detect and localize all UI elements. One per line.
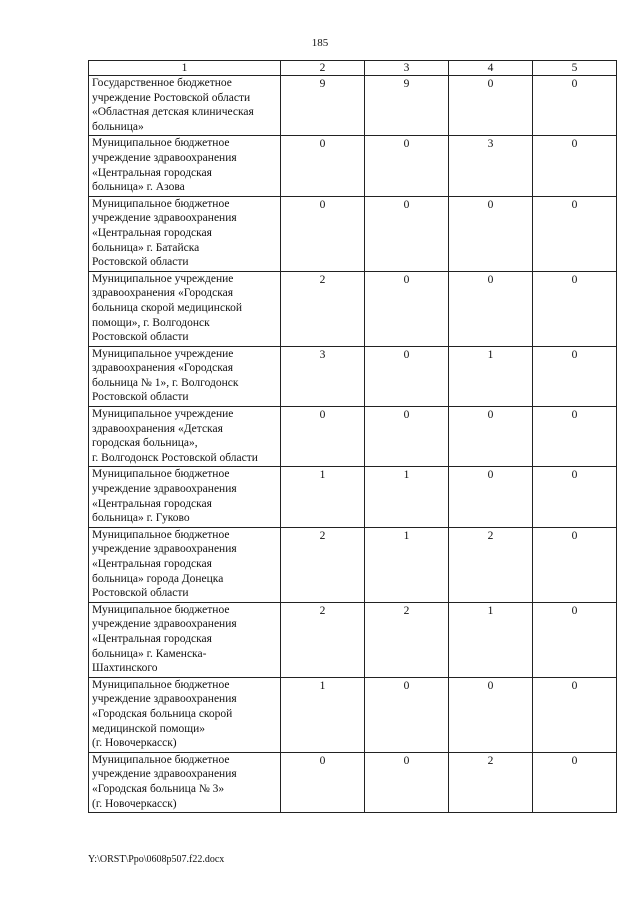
- institution-name-line: Муниципальное учреждение: [92, 408, 234, 421]
- institution-name-line: Ростовской области: [92, 391, 189, 404]
- institution-name-line: учреждение здравоохранения: [92, 693, 237, 706]
- institution-name-line: «Центральная городская: [92, 497, 212, 510]
- institution-name-line: медицинской помощи»: [92, 722, 206, 735]
- table-row: [89, 407, 617, 467]
- institution-name-line: Ростовской области: [92, 587, 189, 600]
- institution-name-line: «Городская больница № 3»: [92, 782, 225, 795]
- value-cell-col-4: 0: [449, 271, 533, 346]
- institution-name-line: Ростовской области: [92, 256, 189, 269]
- value-cell-col-2: 9: [281, 76, 365, 136]
- institution-name-line: больница» г. Батайска: [92, 241, 200, 254]
- institution-name-line: «Областная детская клиническая: [92, 106, 254, 119]
- value-cell-col-4: 2: [449, 752, 533, 812]
- value-cell-col-4: 3: [449, 136, 533, 196]
- institution-name-line: больница № 1», г. Волгодонск: [92, 376, 239, 389]
- table-row: [89, 196, 617, 271]
- institution-name-line: Муниципальное учреждение: [92, 272, 234, 285]
- value-cell-col-5: 0: [533, 527, 617, 602]
- value-cell-col-3: 0: [365, 196, 449, 271]
- page-number: 185: [311, 37, 329, 49]
- column-header-1: 1: [89, 61, 281, 76]
- institution-name-line: больница» города Донецка: [92, 572, 224, 585]
- table-row: [89, 136, 617, 196]
- value-cell-col-2: 0: [281, 752, 365, 812]
- institution-name-line: (г. Новочеркасск): [92, 797, 177, 810]
- institution-name-line: г. Волгодонск Ростовской области: [92, 451, 258, 464]
- table-header-row: [89, 61, 617, 76]
- value-cell-col-5: 0: [533, 407, 617, 467]
- institution-name-line: Муниципальное учреждение: [92, 347, 234, 360]
- value-cell-col-4: 0: [449, 76, 533, 136]
- institution-name-line: «Центральная городская: [92, 166, 212, 179]
- institution-name-line: больница скорой медицинской: [92, 301, 242, 314]
- value-cell-col-5: 0: [533, 271, 617, 346]
- column-header-5: 5: [533, 61, 617, 76]
- institution-name-cell: [89, 136, 281, 196]
- institution-name-line: здравоохранения «Городская: [92, 362, 234, 375]
- institution-name-line: «Городская больница скорой: [92, 707, 233, 720]
- institution-name-line: Муниципальное бюджетное: [92, 468, 230, 481]
- value-cell-col-2: 0: [281, 136, 365, 196]
- institution-name-line: помощи», г. Волгодонск: [92, 316, 210, 329]
- institution-name-cell: [89, 407, 281, 467]
- value-cell-col-4: 2: [449, 527, 533, 602]
- value-cell-col-4: 0: [449, 677, 533, 752]
- value-cell-col-3: 0: [365, 346, 449, 406]
- institution-name-cell: [89, 602, 281, 677]
- value-cell-col-3: 0: [365, 271, 449, 346]
- table-row: [89, 752, 617, 812]
- value-cell-col-2: 1: [281, 677, 365, 752]
- value-cell-col-5: 0: [533, 467, 617, 527]
- value-cell-col-4: 1: [449, 602, 533, 677]
- institution-name-line: Муниципальное бюджетное: [92, 528, 230, 541]
- institution-name-cell: [89, 76, 281, 136]
- institution-name-line: «Центральная городская: [92, 226, 212, 239]
- value-cell-col-4: 0: [449, 467, 533, 527]
- institution-name-line: Шахтинского: [92, 662, 158, 675]
- footer-file-path: Y:\ORST\Ppo\0608p507.f22.docx: [88, 854, 225, 865]
- institution-name-line: учреждение здравоохранения: [92, 483, 237, 496]
- table-row: [89, 467, 617, 527]
- value-cell-col-2: 2: [281, 602, 365, 677]
- institution-name-line: учреждение здравоохранения: [92, 618, 237, 631]
- institution-name-line: Муниципальное бюджетное: [92, 603, 230, 616]
- value-cell-col-3: 1: [365, 467, 449, 527]
- value-cell-col-2: 2: [281, 271, 365, 346]
- institution-name-line: больница» г. Каменска-: [92, 647, 207, 660]
- value-cell-col-4: 1: [449, 346, 533, 406]
- institution-name-cell: [89, 467, 281, 527]
- value-cell-col-4: 0: [449, 407, 533, 467]
- value-cell-col-5: 0: [533, 346, 617, 406]
- column-header-2: 2: [281, 61, 365, 76]
- value-cell-col-2: 1: [281, 467, 365, 527]
- value-cell-col-3: 9: [365, 76, 449, 136]
- institution-name-line: учреждение здравоохранения: [92, 768, 237, 781]
- value-cell-col-3: 0: [365, 752, 449, 812]
- institution-name-line: «Центральная городская: [92, 558, 212, 570]
- institution-name-line: «Центральная городская: [92, 632, 212, 645]
- table-row: [89, 271, 617, 346]
- institution-name-line: больница»: [92, 120, 144, 133]
- value-cell-col-3: 1: [365, 527, 449, 602]
- institution-name-line: Ростовской области: [92, 331, 189, 344]
- institution-name-line: здравоохранения «Детская: [92, 422, 223, 435]
- data-table: [88, 60, 617, 813]
- table-row: [89, 527, 617, 602]
- institution-name-line: Муниципальное бюджетное: [92, 678, 230, 691]
- value-cell-col-5: 0: [533, 136, 617, 196]
- table-body: [89, 61, 617, 813]
- institution-name-line: учреждение здравоохранения: [92, 212, 237, 225]
- institution-name-line: больница» г. Гуково: [92, 512, 190, 525]
- institution-name-line: Муниципальное бюджетное: [92, 137, 230, 150]
- value-cell-col-2: 0: [281, 196, 365, 271]
- institution-name-line: учреждение здравоохранения: [92, 151, 237, 164]
- value-cell-col-5: 0: [533, 196, 617, 271]
- institution-name-line: учреждение Ростовской области: [92, 91, 251, 104]
- institution-name-cell: [89, 271, 281, 346]
- value-cell-col-2: 3: [281, 346, 365, 406]
- value-cell-col-3: 2: [365, 602, 449, 677]
- institution-name-cell: [89, 677, 281, 752]
- institution-name-cell: [89, 196, 281, 271]
- table-row: [89, 346, 617, 406]
- value-cell-col-5: 0: [533, 602, 617, 677]
- institution-name-cell: [89, 752, 281, 812]
- institution-name-line: учреждение здравоохранения: [92, 543, 237, 556]
- value-cell-col-4: 0: [449, 196, 533, 271]
- table-row: [89, 602, 617, 677]
- institution-name-line: Муниципальное бюджетное: [92, 197, 230, 210]
- institution-name-line: городская больница»,: [92, 437, 198, 450]
- table-row: [89, 677, 617, 752]
- institution-name-cell: [89, 346, 281, 406]
- institution-name-line: Государственное бюджетное: [92, 77, 232, 89]
- value-cell-col-3: 0: [365, 677, 449, 752]
- institution-name-line: Муниципальное бюджетное: [92, 753, 230, 766]
- value-cell-col-5: 0: [533, 76, 617, 136]
- value-cell-col-2: 0: [281, 407, 365, 467]
- value-cell-col-3: 0: [365, 407, 449, 467]
- institution-name-line: (г. Новочеркасск): [92, 737, 177, 750]
- value-cell-col-5: 0: [533, 677, 617, 752]
- value-cell-col-2: 2: [281, 527, 365, 602]
- value-cell-col-5: 0: [533, 752, 617, 812]
- institution-name-line: больница» г. Азова: [92, 181, 185, 194]
- institution-name-cell: [89, 527, 281, 602]
- institution-name-line: здравоохранения «Городская: [92, 287, 234, 300]
- column-header-3: 3: [365, 61, 449, 76]
- table-row: [89, 76, 617, 136]
- value-cell-col-3: 0: [365, 136, 449, 196]
- column-header-4: 4: [449, 61, 533, 76]
